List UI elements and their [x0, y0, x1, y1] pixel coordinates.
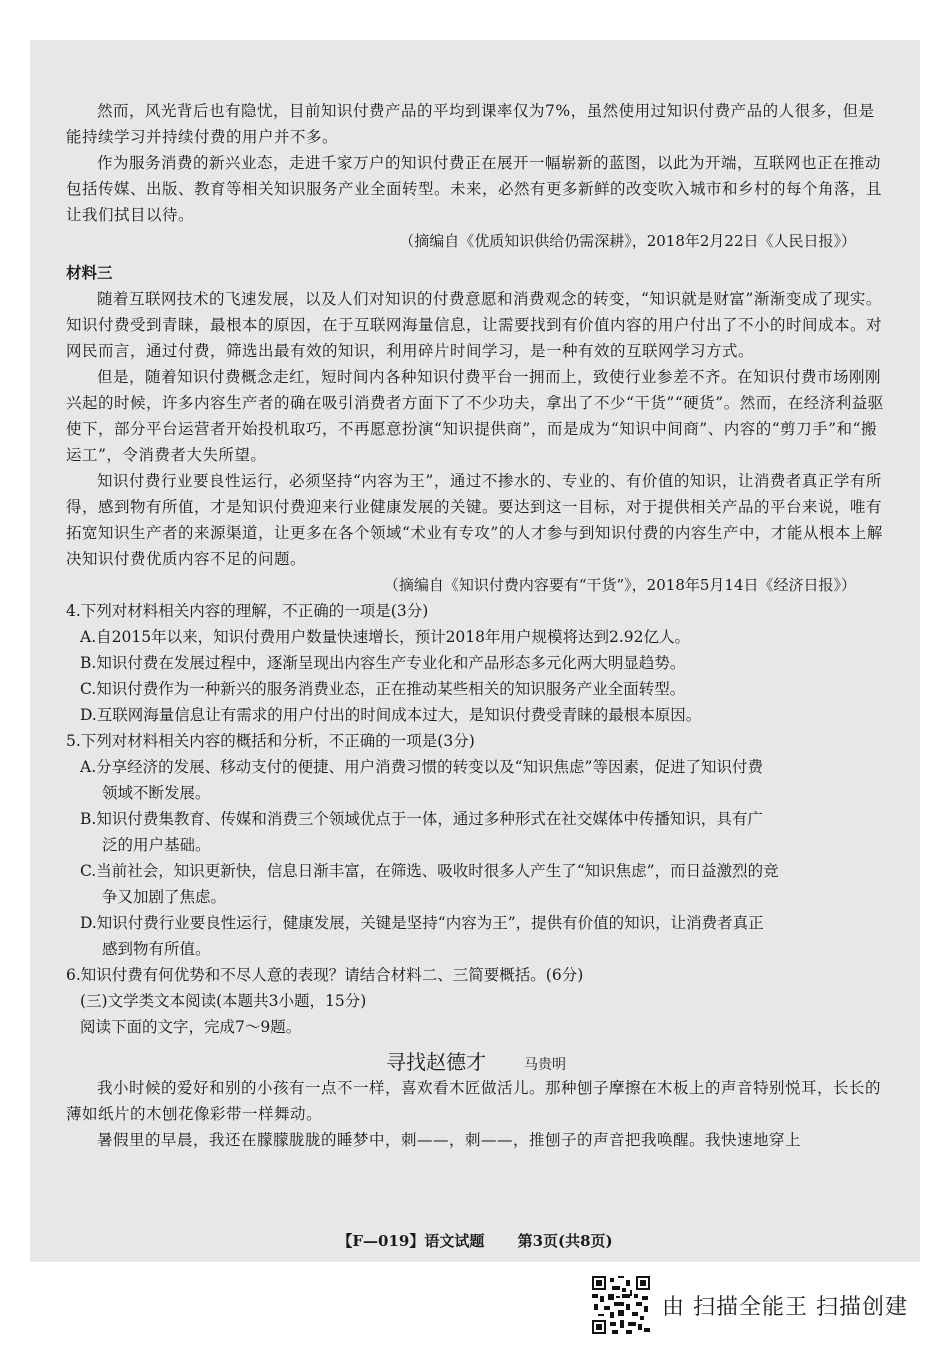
page-footer: [30, 1230, 920, 1251]
option-d: D.互联网海量信息让有需求的用户付出的时间成本过大，是知识付费受青睐的最根本原因。: [80, 706, 702, 724]
option-c-cont: 争又加剧了焦虑。: [102, 888, 227, 906]
paragraph: 我小时候的爱好和别的小孩有一点不一样，喜欢看木匠做活儿。那种刨子摩擦在木板上的声音特别悦耳，长长的薄如纸片的木刨花像彩带一样舞动。: [66, 1079, 882, 1123]
exam-code: 【F—019】语文试题: [337, 1232, 485, 1250]
question-6: 6.知识付费有何优势和不尽人意的表现？请结合材料二、三简要概括。(6分): [66, 966, 584, 984]
paragraph: 知识付费行业要良性运行，必须坚持“内容为王”，通过不掺水的、专业的、有价值的知识，让消费者真正学有所得，感到物有所值，才是知识付费迎来行业健康发展的关键。要达到这一目标，对于提供相关产品的平台来说，唯有拓宽知识生产者的来源渠道，让更多在各个领域“术业有专攻”的人才参与到知识付费的内容生产中，才能从根本上解决知识付费优质内容不足的问题。: [66, 472, 883, 568]
option-d: D.知识付费行业要良性运行，健康发展，关键是坚持“内容为王”，提供有价值的知识，让消费者真正: [80, 914, 764, 932]
watermark-text: 由 扫描全能王 扫描创建: [662, 1294, 908, 1320]
option-d-cont: 感到物有所值。: [102, 940, 211, 958]
paragraph: 随着互联网技术的飞速发展，以及人们对知识的付费意愿和消费观念的转变，“知识就是财富”渐渐变成了现实。知识付费受到青睐，最根本的原因，在于互联网海量信息，让需要找到有价值内容的用户付出了不小的时间成本。对网民而言，通过付费，筛选出最有效的知识，利用碎片时间学习，是一种有效的互联网学习方式。: [66, 290, 883, 360]
option-b: B.知识付费集教育、传媒和消费三个领域优点于一体，通过多种形式在社交媒体中传播知识，具有广: [80, 810, 763, 828]
qr-code-icon: [592, 1276, 650, 1334]
paragraph: 暑假里的早晨，我还在朦朦胧胧的睡梦中，刺——，刺——，推刨子的声音把我唤醒。我快速地穿上: [97, 1131, 802, 1149]
material-heading: 材料三: [66, 263, 113, 282]
story-title: 寻找赵德才: [386, 1050, 486, 1074]
story-header: [66, 1046, 886, 1075]
paragraph: 但是，随着知识付费概念走红，短时间内各种知识付费平台一拥而上，致使行业参差不齐。在知识付费市场刚刚兴起的时候，许多内容生产者的确在吸引消费者方面下了不少功夫，拿出了不少“干货”“硬货”。然而，在经济利益驱使下，部分平台运营者开始投机取巧，不再愿意扮演“知识提供商”，而是成为“知识中间商”、内容的“剪刀手”和“搬运工”，令消费者大失所望。: [66, 368, 884, 464]
question-4-stem: 4.下列对材料相关内容的理解，不正确的一项是(3分): [66, 602, 429, 620]
scanned-page: [30, 40, 920, 1262]
page-number: 第3页(共8页): [517, 1232, 613, 1250]
option-b: B.知识付费在发展过程中，逐渐呈现出内容生产专业化和产品形态多元化两大明显趋势。: [80, 654, 686, 672]
option-a: A.分享经济的发展、移动支付的便捷、用户消费习惯的转变以及“知识焦虑”等因素，促进了知识付费: [80, 758, 763, 776]
page-content: [66, 98, 886, 1153]
option-a-cont: 领域不断发展。: [102, 784, 211, 802]
source-citation: （摘编自《优质知识供给仍需深耕》，2018年2月22日《人民日报》）: [399, 232, 856, 250]
story-author: 马贵明: [524, 1057, 566, 1073]
section-heading: (三)文学类文本阅读(本题共3小题，15分): [80, 992, 367, 1010]
reading-instruction: 阅读下面的文字，完成7～9题。: [80, 1018, 302, 1036]
scanner-watermark: [592, 1276, 908, 1334]
option-a: A.自2015年以来，知识付费用户数量快速增长，预计2018年用户规模将达到2.92亿人。: [80, 628, 691, 646]
option-b-cont: 泛的用户基础。: [102, 836, 211, 854]
source-citation: （摘编自《知识付费内容要有“干货”》，2018年5月14日《经济日报》）: [383, 576, 856, 594]
question-5-stem: 5.下列对材料相关内容的概括和分析，不正确的一项是(3分): [66, 732, 475, 750]
paragraph: 作为服务消费的新兴业态，走进千家万户的知识付费正在展开一幅崭新的蓝图，以此为开端，互联网也正在推动包括传媒、出版、教育等相关知识服务产业全面转型。未来，必然有更多新鲜的改变吹入城市和乡村的每个角落，且让我们拭目以待。: [66, 154, 883, 224]
option-c: C.当前社会，知识更新快，信息日渐丰富，在筛选、吸收时很多人产生了“知识焦虑”，而日益激烈的竞: [80, 862, 779, 880]
paragraph: 然而，风光背后也有隐忧，目前知识付费产品的平均到课率仅为7%，虽然使用过知识付费产品的人很多，但是能持续学习并持续付费的用户并不多。: [66, 102, 875, 146]
option-c: C.知识付费作为一种新兴的服务消费业态，正在推动某些相关的知识服务产业全面转型。: [80, 680, 686, 698]
